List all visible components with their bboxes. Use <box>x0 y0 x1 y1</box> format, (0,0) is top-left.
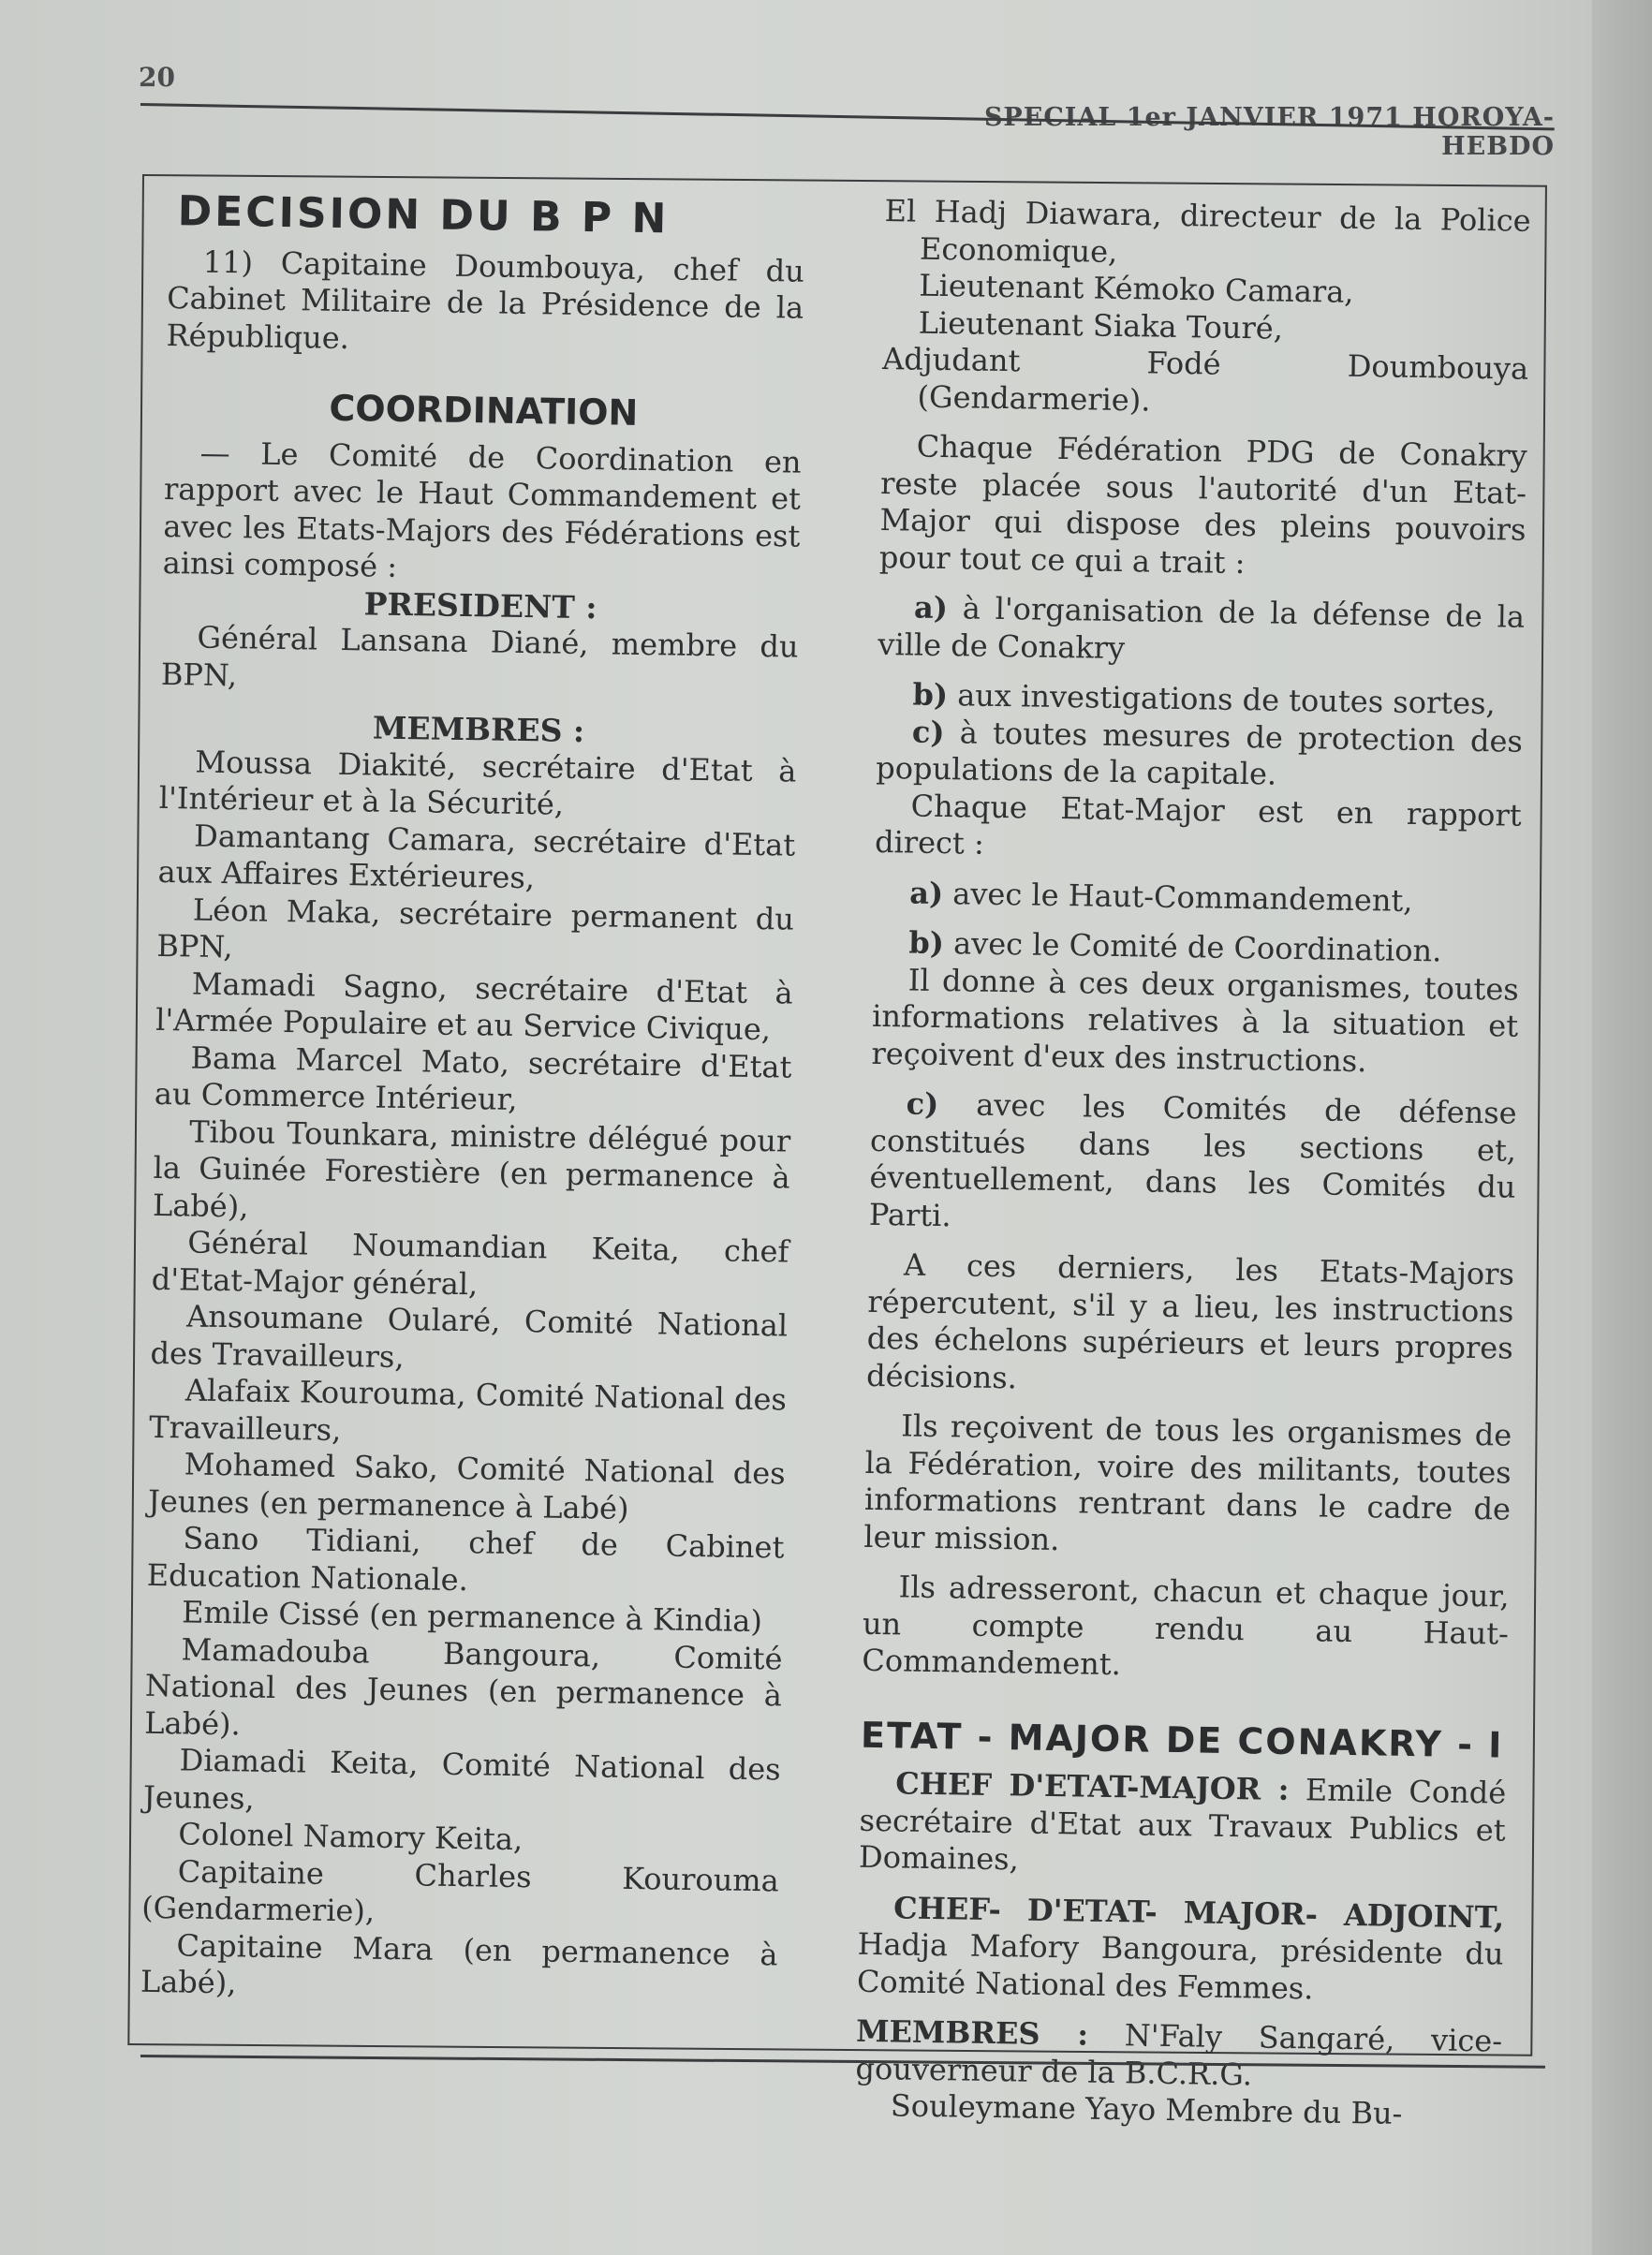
member-entry: Sano Tidiani, chef de Cabinet Education Nationale. <box>146 1520 785 1598</box>
rapport-item-c: c) avec les Comités de défense constitués dans les sections et, éventuellement, dans les Comités du Parti. <box>868 1085 1517 1233</box>
member-entry: Adjudant Fodé Doumbouya (Gendarmerie). <box>881 340 1529 418</box>
member-entry: Lieutenant Kémoko Camara, <box>919 267 1354 310</box>
article-title: DECISION DU B P N <box>177 187 670 243</box>
paragraph-federation: Chaque Fédération PDG de Conakry reste placée sous l'autorité d'un Etat-Major qui dispose des pleins pouvoirs pour tout ce qui a trait : <box>878 428 1527 581</box>
president-entry: Général Lansana Diané, membre du BPN, <box>160 619 799 693</box>
member-entry: Ansoumane Oularé, Comité National des Travailleurs, <box>150 1298 789 1375</box>
role-label: MEMBRES : <box>855 2012 1089 2053</box>
coordination-heading: COORDINATION <box>329 387 639 434</box>
list-label: c) <box>911 714 945 750</box>
member-entry: Capitaine Mara (en permanence à Labé), <box>140 1926 778 2001</box>
membres-entry: MEMBRES : N'Faly Sangaré, vice-gouverneur de la B.C.R.G. <box>855 2012 1503 2092</box>
rapport-item-a: a) avec le Haut-Commandement, <box>908 875 1413 919</box>
role-label: CHEF- D'ETAT- MAJOR- ADJOINT, <box>892 1889 1505 1936</box>
member-entry: Tibou Tounkara, ministre délégué pour la Guinée Forestière (en permanence à Labé), <box>152 1113 791 1224</box>
list-label: a) <box>908 875 944 911</box>
member-entry: Léon Maka, secrétaire permanent du BPN, <box>156 892 795 965</box>
page-number: 20 <box>139 62 175 93</box>
list-label: a) <box>913 589 949 626</box>
member-entry: Mamadouba Bangoura, Comité National des Jeunes (en permanence à Labé). <box>144 1630 783 1742</box>
paragraph-recoivent: Ils reçoivent de tous les organismes de la Fédération, voire des militants, toutes informations rentrant dans le cadre de leur mission. <box>863 1408 1512 1557</box>
member-entry: Colonel Namory Keita, <box>178 1816 524 1858</box>
page-edge-shadow <box>1592 0 1652 2255</box>
chef-etat-major: CHEF D'ETAT-MAJOR : Emile Condé secrétaire d'Etat aux Travaux Publics et Domaines, <box>858 1765 1507 1878</box>
member-entry: Lieutenant Siaka Touré, <box>918 304 1284 346</box>
running-head: SPECIAL 1er JANVIER 1971 HOROYA-HEBDO <box>983 103 1555 161</box>
chef-adjoint: CHEF- D'ETAT- MAJOR- ADJOINT, Hadja Mafory Bangoura, présidente du Comité National des Femmes. <box>856 1889 1505 2006</box>
list-item-a: a) à l'organisation de la défense de la ville de Conakry <box>878 589 1526 666</box>
member-entry: Alafaix Kourouma, Comité National des Travailleurs, <box>149 1372 788 1448</box>
member-entry: Souleymane Yayo Membre du Bu- <box>890 2087 1403 2131</box>
right-column <box>855 193 1531 2134</box>
list-item-c: c) à toutes mesures de protection des populations de la capitale. <box>876 714 1524 792</box>
list-label: b) <box>908 924 945 962</box>
etat-major-heading: ETAT - MAJOR DE CONAKRY - I <box>860 1714 1504 1766</box>
rapport-item-b: b) avec le Comité de Coordination. <box>908 924 1442 969</box>
membres-heading: MEMBRES : <box>372 709 585 750</box>
left-column <box>140 187 805 2011</box>
president-heading: PRESIDENT : <box>363 584 597 626</box>
role-label: CHEF D'ETAT-MAJOR : <box>895 1765 1290 1807</box>
member-entry: Bama Marcel Mato, secrétaire d'Etat au Commerce Intérieur, <box>154 1039 792 1117</box>
paragraph-rapport: Chaque Etat-Major est en rapport direct : <box>874 788 1522 862</box>
member-entry: Moussa Diakité, secrétaire d'Etat à l'Intérieur et à la Sécurité, <box>158 744 797 822</box>
list-item-b: b) aux investigations de toutes sortes, <box>912 676 1497 722</box>
paragraph-cabinet: 11) Capitaine Doumbouya, chef du Cabinet Militaire de la Présidence de la République. <box>166 243 805 356</box>
member-entry: Mamadi Sagno, secrétaire d'Etat à l'Armée Populaire et au Service Civique, <box>155 965 793 1048</box>
member-entry: Capitaine Charles Kourouma (Gendarmerie), <box>140 1852 780 1929</box>
member-entry: Damantang Camara, secrétaire d'Etat aux Affaires Extérieures, <box>157 818 796 896</box>
paragraph-adresseront: Ils adresseront, chacun et chaque jour, un compte rendu au Haut-Commandement. <box>862 1569 1510 1683</box>
list-label: c) <box>906 1085 939 1123</box>
paragraph-donne: Il donne à ces deux organismes, toutes informations relatives à la situation et reçoivent d'eux des instructions. <box>871 961 1520 1079</box>
member-entry: Général Noumandian Keita, chef d'Etat-Major général, <box>151 1224 789 1302</box>
paragraph-derniers: A ces derniers, les Etats-Majors répercutent, s'il y a lieu, les instructions des échelons supérieurs et leurs propres décisions. <box>865 1246 1515 1395</box>
member-entry: Emile Cissé (en permanence à Kindia) <box>181 1594 763 1640</box>
member-entry: El Hadj Diawara, directeur de la Police Economique, <box>884 193 1531 270</box>
list-label: b) <box>912 676 949 714</box>
member-entry: Diamadi Keita, Comité National des Jeunes, <box>142 1742 781 1817</box>
member-entry: Mohamed Sako, Comité National des Jeunes (en permanence à Labé) <box>147 1446 786 1526</box>
paragraph-intro: — Le Comité de Coordination en rapport avec le Haut Commandement et avec les Etats-Majors des Fédérations est ainsi composé : <box>162 435 802 584</box>
